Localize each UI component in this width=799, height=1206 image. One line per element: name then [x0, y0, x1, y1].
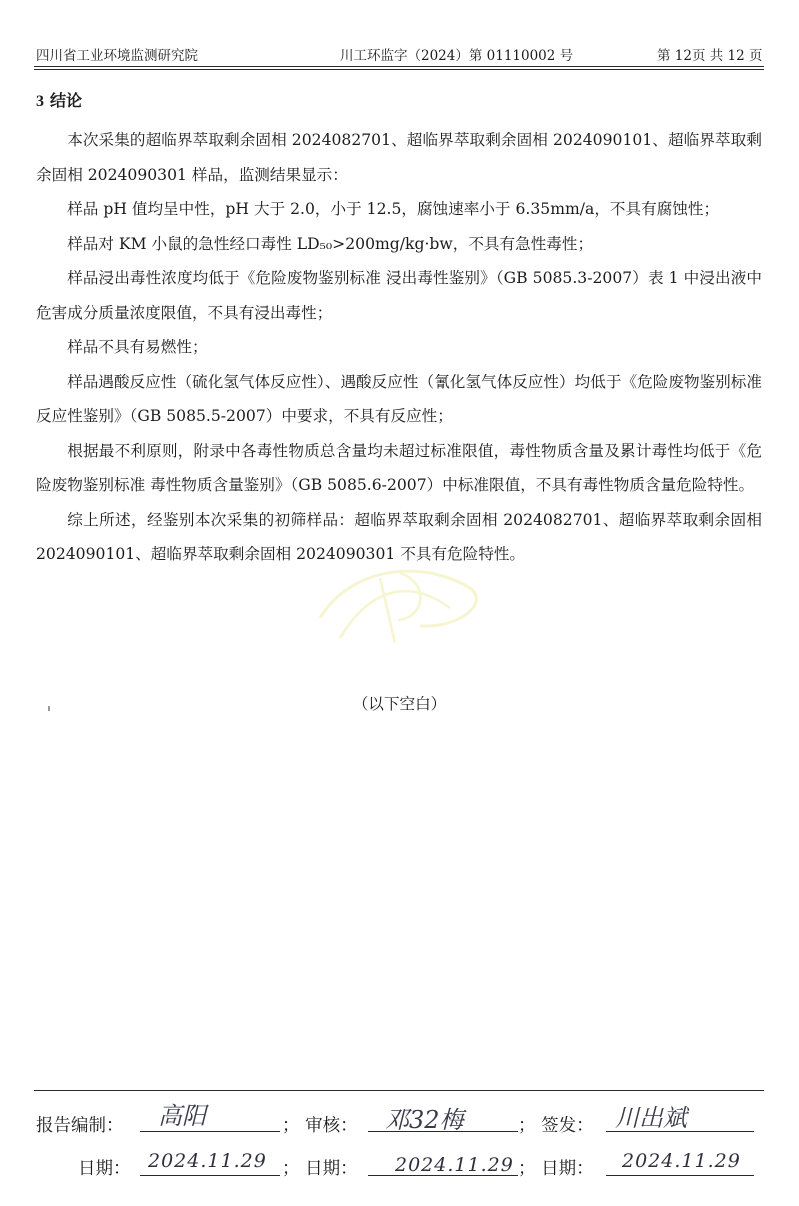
date-line-compiler [140, 1175, 280, 1176]
reviewer-label: ； 审核： [282, 1116, 358, 1136]
date-compiler: 2024.11.29 [148, 1150, 267, 1172]
paragraph-corrosivity: 样品 pH 值均呈中性，pH 大于 2.0，小于 12.5，腐蚀速率小于 6.35mm/a，不具有腐蚀性； [67, 200, 720, 218]
approver-signature: 川出斌 [615, 1104, 687, 1132]
blank-note: （以下空白） [352, 695, 447, 713]
header-report-number: 川工环监字（2024）第 01110002 号 [340, 48, 574, 64]
date-approver: 2024.11.29 [622, 1150, 741, 1172]
header-institution: 四川省工业环境监测研究院 [36, 48, 198, 64]
date-label-reviewer: ； 日期： [282, 1159, 358, 1179]
header-page-info: 第 12页 共 12 页 [657, 48, 763, 64]
paragraph-flammability: 样品不具有易燃性； [67, 338, 208, 356]
date-label-approver: ； 日期： [518, 1159, 594, 1179]
approver-label: ； 签发： [518, 1116, 594, 1136]
section-heading [36, 88, 82, 111]
section-number: 3 [36, 93, 44, 110]
section-title: 结论 [50, 91, 83, 110]
compiler-signature: 高阳 [158, 1102, 206, 1130]
paragraph-summary: 综上所述，经鉴别本次采集的初筛样品：超临界萃取剩余固相 2024082701、超临界萃取剩余固相 2024090101、超临界萃取剩余固相 2024090301 不具有危险特性。 [36, 510, 762, 563]
date-label-compiler: 日期： [78, 1159, 131, 1179]
compiler-label: 报告编制： [36, 1116, 124, 1136]
compiler-signature-line [140, 1131, 280, 1132]
paragraph-leaching-toxicity: 样品浸出毒性浓度均低于《危险废物鉴别标准 浸出毒性鉴别》（GB 5085.3-2007）表 1 中浸出液中危害成分质量浓度限值，不具有浸出毒性； [36, 269, 762, 322]
paragraph-toxic-substance: 根据最不利原则，附录中各毒性物质总含量均未超过标准限值，毒性物质含量及累计毒性均低于《危险废物鉴别标准 毒性物质含量鉴别》（GB 5085.6-2007）中标准限值，不具有毒性物质含量危险特性。 [36, 441, 762, 494]
paragraph-reactivity: 样品遇酸反应性（硫化氢气体反应性）、遇酸反应性（氰化氢气体反应性）均低于《危险废物鉴别标准 反应性鉴别》（GB 5085.5-2007）中要求，不具有反应性； [36, 372, 762, 425]
watermark-stamp [300, 548, 500, 658]
header-rule-bottom [34, 69, 764, 70]
conclusion-body [36, 123, 762, 572]
reviewer-signature: 邓32梅 [385, 1106, 464, 1134]
date-line-approver [606, 1175, 754, 1176]
paragraph-acute-toxicity: 样品对 KM 小鼠的急性经口毒性 LD₅₀>200mg/kg·bw，不具有急性毒性； [67, 234, 594, 253]
signature-separator [34, 1090, 764, 1091]
date-reviewer: 2024.11.29 [395, 1154, 514, 1176]
header-rule-top [34, 66, 764, 67]
paragraph-intro: 本次采集的超临界萃取剩余固相 2024082701、超临界萃取剩余固相 2024090101、超临界萃取剩余固相 2024090301 样品，监测结果显示： [36, 131, 762, 184]
